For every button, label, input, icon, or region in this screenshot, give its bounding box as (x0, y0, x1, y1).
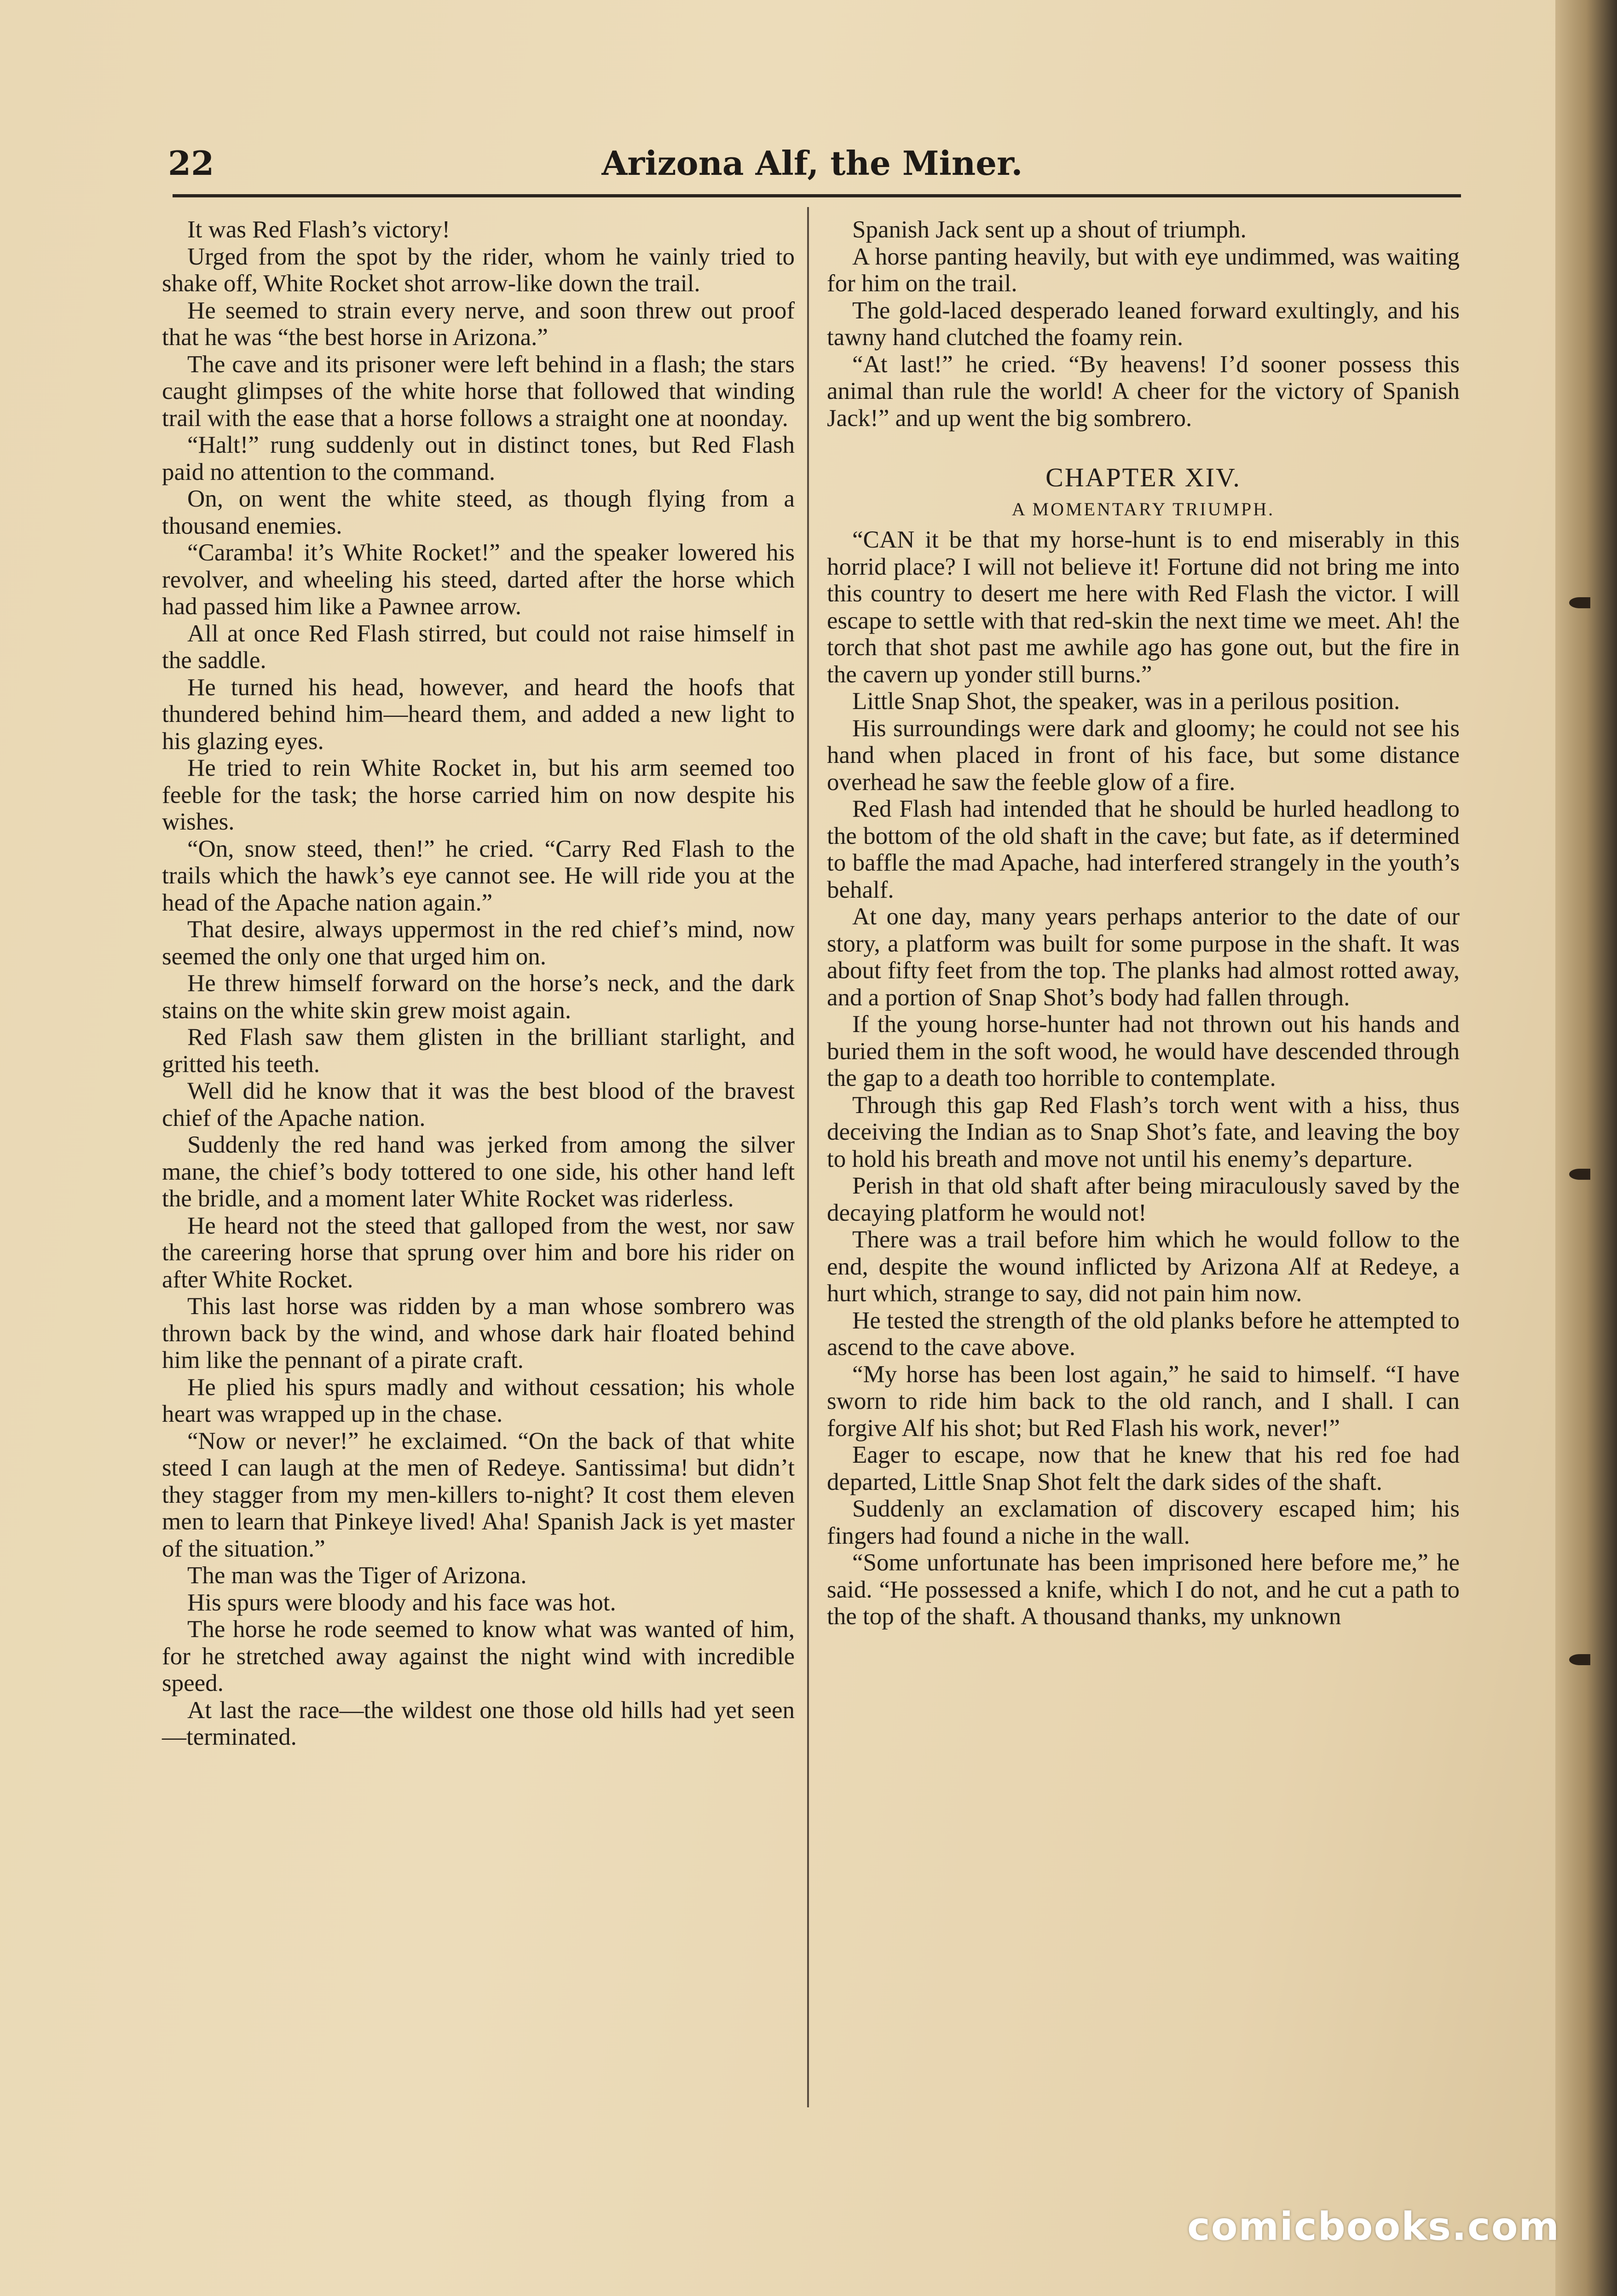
paragraph: If the young horse-hunter had not thrown out his hands and buried them in the soft wood, he would have descended through the gap to a death too horrible to contemplate. (827, 1011, 1460, 1091)
paragraph: That desire, always uppermost in the red chief’s mind, now seemed the only one that urged him on. (162, 916, 795, 970)
binding-tab (1569, 1169, 1590, 1180)
paragraph: Red Flash had intended that he should be hurled headlong to the bottom of the old shaft in the cave; but fate, as if determined to baffle the mad Apache, had interfered strangely in the youth’s behalf. (827, 796, 1460, 903)
paragraph: He tried to rein White Rocket in, but his arm seemed too feeble for the task; the horse carried him on now despite his wishes. (162, 755, 795, 835)
paragraph: “On, snow steed, then!” he cried. “Carry Red Flash to the trails which the hawk’s eye cannot see. He will ride you at the head of the Apache nation again.” (162, 835, 795, 916)
paragraph: “My horse has been lost again,” he said to himself. “I have sworn to ride him back to the old ranch, and I shall. I can forgive Alf his shot; but Red Flash his work, never!” (827, 1361, 1460, 1442)
paragraph: Spanish Jack sent up a shout of triumph. (852, 216, 1247, 243)
paragraph: There was a trail before him which he would follow to the end, despite the wound inflicted by Arizona Alf at Redeye, a hurt which, strange to say, did not pain him now. (827, 1226, 1460, 1307)
paragraph: His spurs were bloody and his face was hot. (187, 1589, 616, 1616)
paragraph: Well did he know that it was the best blood of the bravest chief of the Apache nation. (162, 1078, 795, 1131)
paragraph: It was Red Flash’s victory! (187, 216, 450, 243)
paragraph: At one day, many years perhaps anterior to the date of our story, a platform was built for some purpose in the shaft. It was about fifty feet from the top. The planks had almost rotted away, and a portion of Snap Shot’s body had fallen through. (827, 903, 1460, 1011)
paragraph: “Caramba! it’s White Rocket!” and the speaker lowered his revolver, and wheeling his steed, darted after the horse which had passed him like a Pawnee arrow. (162, 539, 795, 620)
paragraph: The cave and its prisoner were left behind in a flash; the stars caught glimpses of the white horse that followed that winding trail with the ease that a horse follows a straight one at noonday. (162, 351, 795, 432)
chapter-title: CHAPTER XIV. (1045, 462, 1241, 492)
paragraph: He seemed to strain every nerve, and soon threw out proof that he was “the best horse in Arizona.” (162, 297, 795, 351)
paragraph: He tested the strength of the old planks before he attempted to ascend to the cave above. (827, 1307, 1460, 1361)
paragraph: “Halt!” rung suddenly out in distinct tones, but Red Flash paid no attention to the command. (162, 432, 795, 485)
paragraph: A horse panting heavily, but with eye undimmed, was waiting for him on the trail. (827, 243, 1460, 297)
paragraph: He turned his head, however, and heard the hoofs that thundered behind him—heard them, and added a new light to his glazing eyes. (162, 674, 795, 755)
paragraph: All at once Red Flash stirred, but could not raise himself in the saddle. (162, 620, 795, 674)
paragraph: Suddenly an exclamation of discovery escaped him; his fingers had found a niche in the wall. (827, 1495, 1460, 1549)
right-column-before-chapter (827, 216, 1460, 432)
running-title: Arizona Alf, the Miner. (601, 144, 1023, 183)
paragraph: “CAN it be that my horse-hunt is to end miserably in this horrid place? I will not believe it! Fortune did not bring me into this country to desert me here with Red Flash the victor. I will escape to settle with that red-skin the next time we meet. Ah! the torch that shot past me awhile ago has gone out, but the fire in the cavern up yonder still burns.” (827, 526, 1460, 688)
paragraph: Red Flash saw them glisten in the brilliant starlight, and gritted his teeth. (162, 1024, 795, 1078)
paragraph: Urged from the spot by the rider, whom he vainly tried to shake off, White Rocket shot arrow-like down the trail. (162, 243, 795, 297)
paragraph: The horse he rode seemed to know what was wanted of him, for he stretched away against the night wind with incredible speed. (162, 1616, 795, 1696)
watermark: comicbooks.com (1187, 2204, 1560, 2249)
paragraph: At last the race—the wildest one those old hills had yet seen—terminated. (162, 1696, 795, 1750)
paragraph: The man was the Tiger of Arizona. (187, 1562, 527, 1589)
right-column-after-chapter (827, 526, 1460, 1630)
paragraph: This last horse was ridden by a man whose sombrero was thrown back by the wind, and whose dark hair floated behind him like the pennant of a pirate craft. (162, 1293, 795, 1373)
binding-tab (1569, 597, 1590, 608)
paragraph: “At last!” he cried. “By heavens! I’d sooner possess this animal than rule the world! A cheer for the victory of Spanish Jack!” and up went the big sombrero. (827, 351, 1460, 432)
column-divider (807, 207, 809, 2107)
paragraph: The gold-laced desperado leaned forward exultingly, and his tawny hand clutched the foamy rein. (827, 297, 1460, 351)
header-rule (173, 194, 1461, 197)
chapter-subtitle: A MOMENTARY TRIUMPH. (1011, 499, 1275, 519)
paragraph: He plied his spurs madly and without cessation; his whole heart was wrapped up in the chase. (162, 1373, 795, 1427)
paragraph: “Some unfortunate has been imprisoned here before me,” he said. “He possessed a knife, which I do not, and he cut a path to the top of the shaft. A thousand thanks, my unknown (827, 1549, 1460, 1630)
paragraph: He threw himself forward on the horse’s neck, and the dark stains on the white skin grew moist again. (162, 970, 795, 1024)
paragraph: He heard not the steed that galloped from the west, nor saw the careering horse that sprung over him and bore his rider on after White Rocket. (162, 1212, 795, 1293)
page-edge (1555, 0, 1617, 2296)
paragraph: Eager to escape, now that he knew that his red foe had departed, Little Snap Shot felt the dark sides of the shaft. (827, 1442, 1460, 1495)
page-header (168, 138, 1456, 189)
right-column (827, 216, 1460, 1630)
left-column (162, 216, 795, 1751)
paragraph: Suddenly the red hand was jerked from among the silver mane, the chief’s body tottered to one side, his other hand left the bridle, and a moment later White Rocket was riderless. (162, 1131, 795, 1212)
paragraph: Perish in that old shaft after being miraculously saved by the decaying platform he would not! (827, 1172, 1460, 1226)
paragraph: Little Snap Shot, the speaker, was in a perilous position. (852, 688, 1400, 715)
page-number: 22 (168, 144, 214, 183)
binding-tab (1569, 1654, 1590, 1665)
paragraph: His surroundings were dark and gloomy; he could not see his hand when placed in front of his face, but some distance overhead he saw the feeble glow of a fire. (827, 715, 1460, 796)
paragraph: “Now or never!” he exclaimed. “On the back of that white steed I can laugh at the men of Redeye. Santissima! but didn’t they stagger from my men-killers to-night? It cost them eleven men to learn that Pinkeye lived! Aha! Spanish Jack is yet master of the situation.” (162, 1427, 795, 1562)
paragraph: Through this gap Red Flash’s torch went with a hiss, thus deceiving the Indian as to Snap Shot’s fate, and leaving the boy to hold his breath and move not until his enemy’s departure. (827, 1091, 1460, 1172)
paragraph: On, on went the white steed, as though flying from a thousand enemies. (162, 485, 795, 539)
